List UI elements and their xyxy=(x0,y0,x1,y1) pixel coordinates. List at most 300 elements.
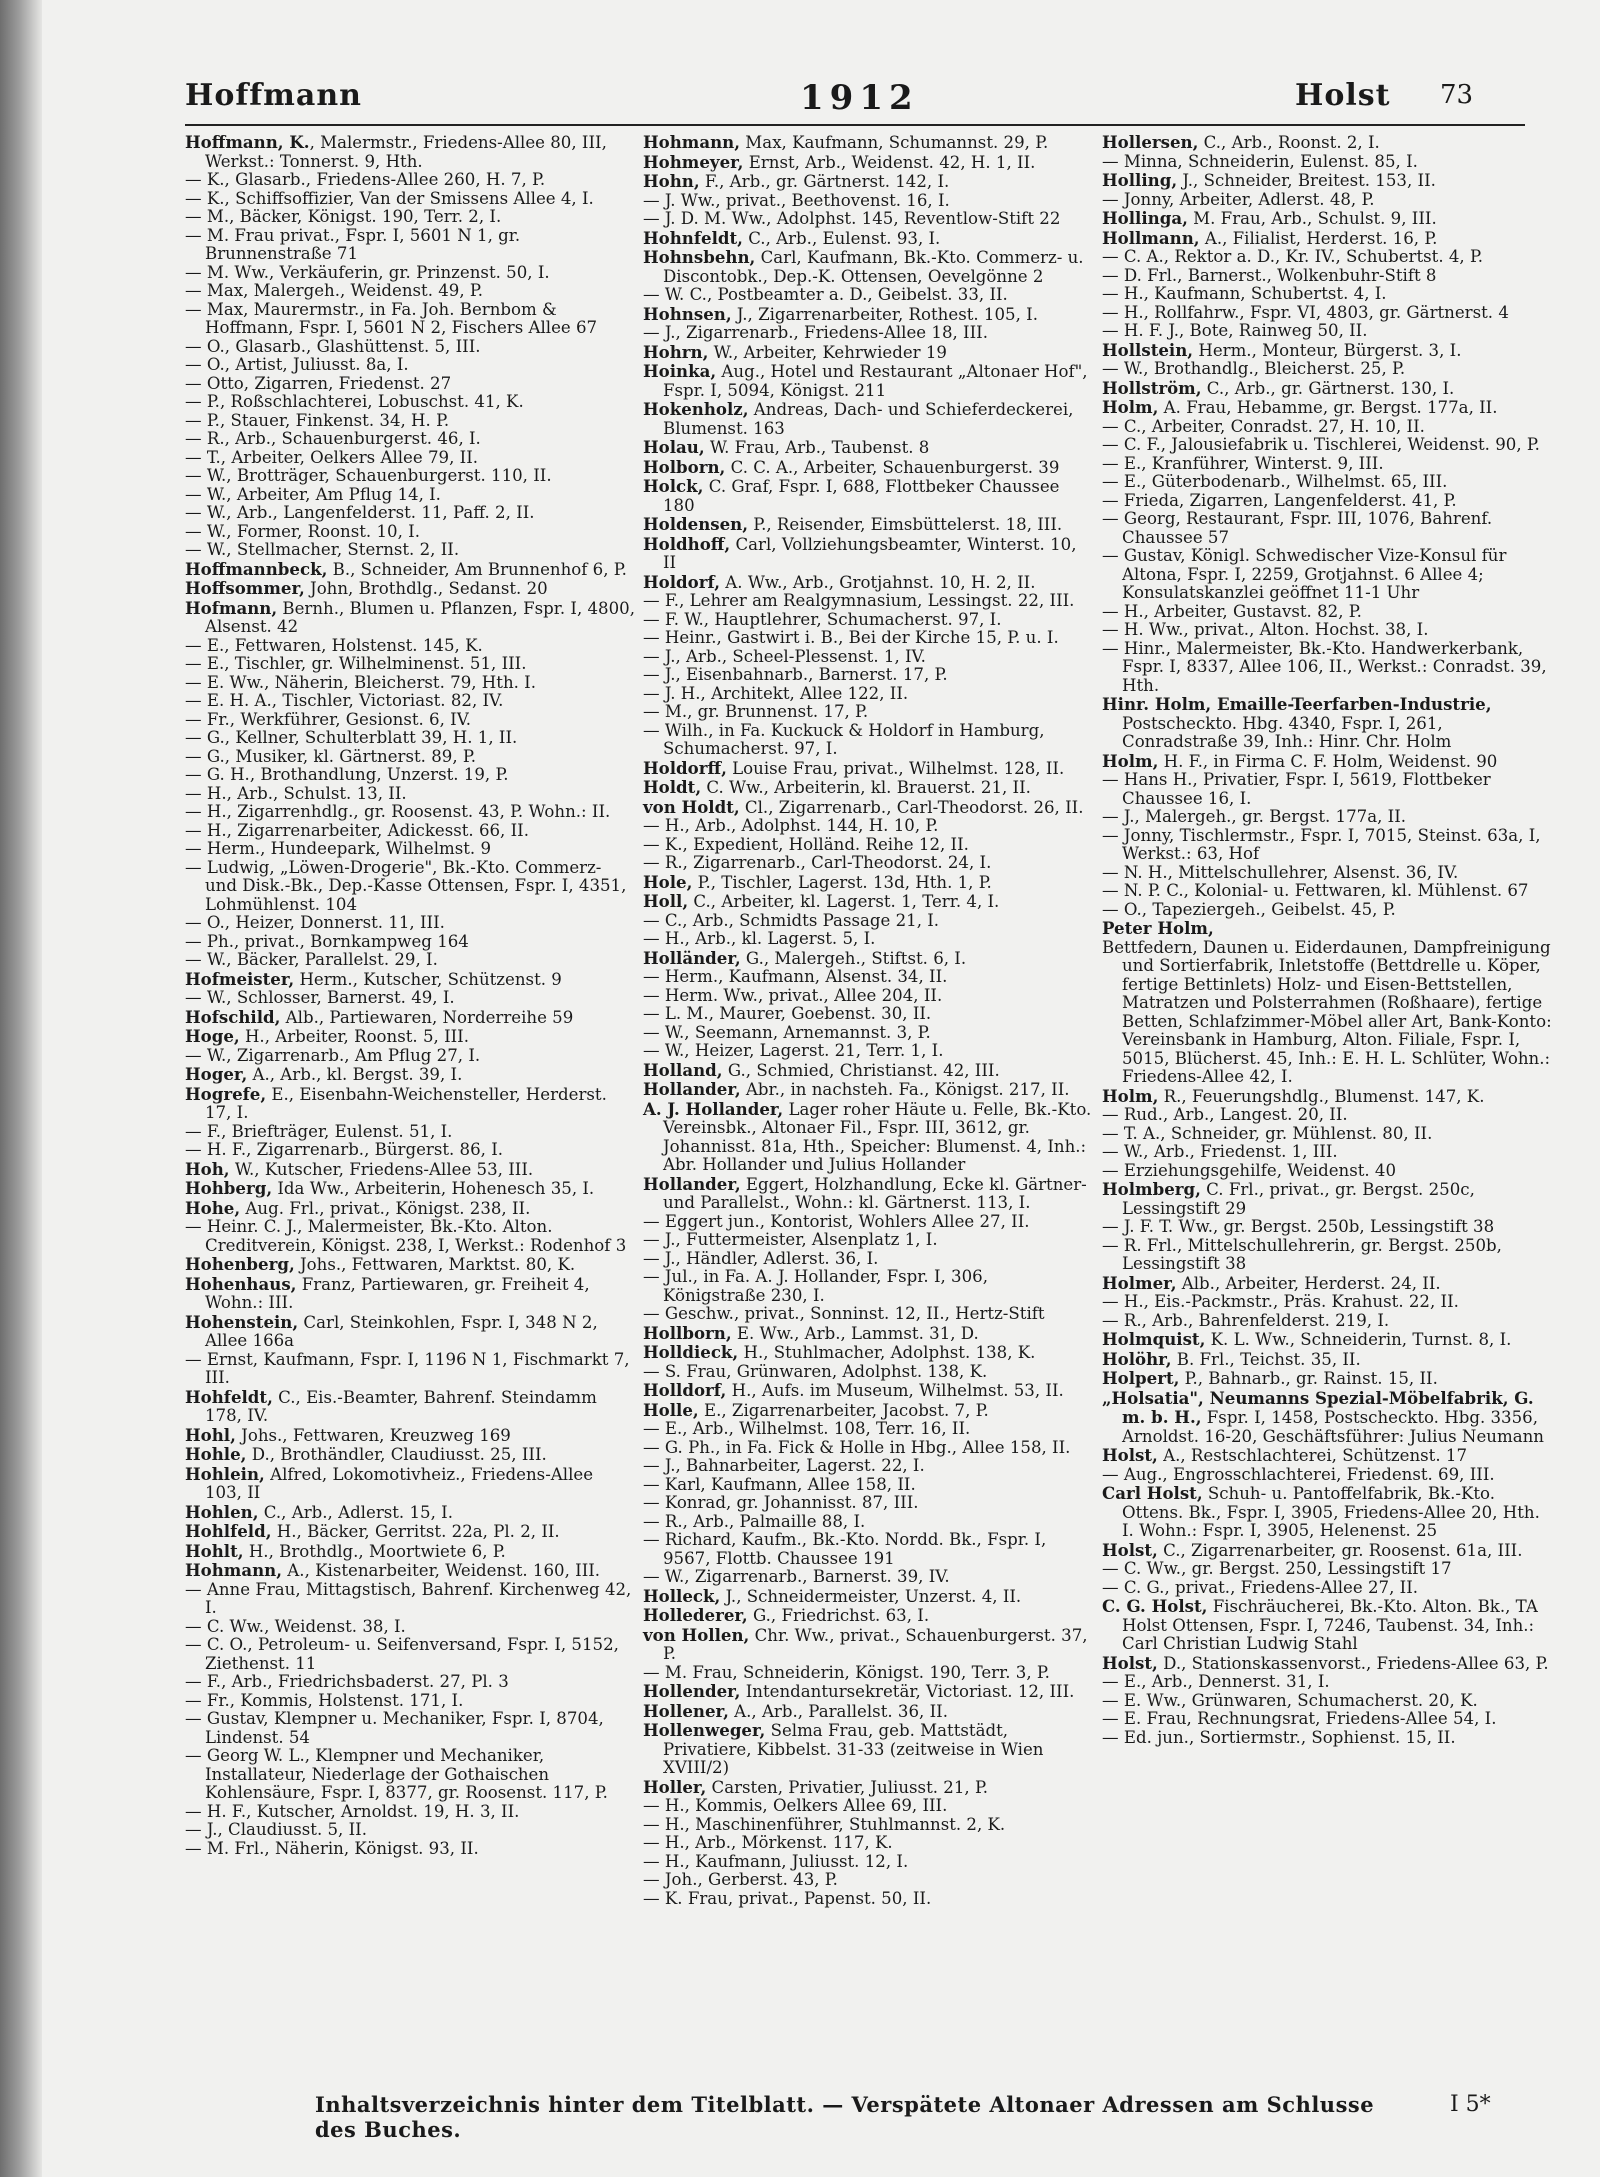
entry-details: — M. Frau privat., Fspr. I, 5601 N 1, gr. Brunnenstraße 71 xyxy=(185,225,521,263)
directory-entry xyxy=(185,1351,635,1388)
entry-details: D., Brothändler, Claudiusst. 25, III. xyxy=(246,1445,547,1464)
directory-entry xyxy=(185,1255,635,1275)
entry-details: — N. H., Mittelschullehrer, Alsenst. 36, IV. xyxy=(1102,862,1459,882)
entry-details: — E., Güterbodenarb., Wilhelmst. 65, III. xyxy=(1102,472,1448,491)
directory-entry xyxy=(643,1494,1093,1513)
directory-entry xyxy=(185,301,635,338)
entry-surname: Hohnsen, xyxy=(643,303,732,324)
entry-details: — G., Kellner, Schulterblatt 39, H. 1, II. xyxy=(185,728,518,747)
entry-details: — H., Kaufmann, Schubertst. 4, I. xyxy=(1102,284,1387,303)
directory-entry xyxy=(643,1420,1093,1439)
entry-details: A., Kistenarbeiter, Weidenst. 160, III. xyxy=(282,1561,601,1580)
directory-entry xyxy=(1102,827,1552,864)
entry-details: — H., Kommis, Oelkers Allee 69, III. xyxy=(643,1796,948,1815)
directory-entry xyxy=(1102,1446,1552,1466)
entry-details: — J., Zigarrenarb., Friedens-Allee 18, III. xyxy=(643,323,988,342)
entry-details: — F. W., Hauptlehrer, Schumacherst. 97, I. xyxy=(643,609,1002,629)
directory-entry xyxy=(643,172,1093,192)
entry-details: — J. D. M. Ww., Adolphst. 145, Reventlow-Stift 22 xyxy=(643,209,1061,228)
directory-entry xyxy=(185,822,635,841)
entry-details: Carl, Vollziehungsbeamter, Winterst. 10, II xyxy=(663,534,1077,572)
directory-entry xyxy=(185,1692,635,1711)
entry-surname: von Holdt, xyxy=(643,796,740,817)
entry-surname: Hohfeldt, xyxy=(185,1386,273,1407)
entry-details: Schuh- u. Pantoffelfabrik, Bk.-Kto. Ottens. Bk., Fspr. I, 3905, Friedens-Allee 20, Hth. I. Wohn.: Fspr. I, 3905, Helenenst. 25 xyxy=(1122,1484,1540,1540)
entry-details: — C. Ww., gr. Bergst. 250, Lessingstift 17 xyxy=(1102,1559,1452,1578)
entry-details: Alfred, Lokomotivheiz., Friedens-Allee 103, II xyxy=(205,1464,594,1502)
directory-entry xyxy=(185,1465,635,1503)
entry-surname: Carl Holst, xyxy=(1102,1483,1203,1503)
entry-surname: Holländer, xyxy=(643,947,741,968)
directory-entry xyxy=(643,343,1093,363)
directory-entry xyxy=(185,1803,635,1822)
directory-entry xyxy=(643,798,1093,818)
entry-surname: Hofmann, xyxy=(185,597,278,618)
directory-entry xyxy=(643,759,1093,779)
entry-details: — Hans H., Privatier, Fspr. I, 5619, Flottbeker Chaussee 16, I. xyxy=(1102,770,1491,808)
directory-entry xyxy=(185,375,635,394)
directory-entry xyxy=(1102,1162,1552,1181)
directory-entry xyxy=(643,1871,1093,1890)
directory-entry xyxy=(643,854,1093,873)
entry-details: — Jonny, Tischlermstr., Fspr. I, 7015, Steinst. 63a, I, Werkst.: 63, Hof xyxy=(1102,825,1541,863)
entry-details: — E., Arb., Wilhelmst. 108, Terr. 16, II. xyxy=(643,1419,971,1438)
entry-details: Bettfedern, Daunen u. Eiderdaunen, Dampfreinigung und Sortierfabrik, Inletstoffe (Bettdrelle u. Köper, fertige Bettinlets) Holz- und Eisen-Bettstellen, Matratzen und Polsterrahmen (Roßhaare), fertige Betten, Schlafzimmer-Möbel aller Art, Bank-Konto: Vereinsbank in Hamburg, Alton. Filiale, Fspr. I, 5015, Blücherst. 45, Inh.: E. H. L. Schlüter, Wohn.: Friedens-Allee 42, I. xyxy=(1102,937,1552,1086)
entry-details: — Herm., Kaufmann, Alsenst. 34, II. xyxy=(643,967,948,986)
directory-entry xyxy=(643,400,1093,438)
entry-details: — W., Arbeiter, Am Pflug 14, I. xyxy=(185,484,441,504)
entry-surname: Hoh, xyxy=(185,1158,230,1179)
entry-details: — E. H. A., Tischler, Victoriast. 82, IV. xyxy=(185,691,504,710)
entry-surname: Holmer, xyxy=(1102,1272,1177,1293)
directory-entry xyxy=(185,504,635,523)
entry-details: C., Arb., Eulenst. 93, I. xyxy=(742,228,941,248)
directory-entry xyxy=(643,1702,1093,1722)
column-3 xyxy=(1102,133,1552,1747)
directory-entry xyxy=(1102,1218,1552,1237)
entry-details: — Erziehungsgehilfe, Weidenst. 40 xyxy=(1102,1160,1397,1180)
entry-details: — E., Kranführer, Winterst. 9, III. xyxy=(1102,453,1384,473)
directory-entry xyxy=(643,1457,1093,1476)
directory-entry xyxy=(643,1213,1093,1232)
directory-entry xyxy=(643,912,1093,931)
entry-surname: Holland, xyxy=(643,1059,723,1080)
entry-details: Carl, Kaufmann, Bk.-Kto. Commerz- u. Discontobk., Dep.-K. Ottensen, Oevelgönne 2 xyxy=(663,248,1084,286)
entry-surname: Hollederer, xyxy=(643,1605,748,1625)
entry-details: — H. F., Zigarrenarb., Bürgerst. 86, I. xyxy=(185,1140,504,1159)
directory-entry xyxy=(1102,919,1552,939)
directory-entry xyxy=(185,282,635,301)
entry-details: A., Arb., kl. Bergst. 39, I. xyxy=(247,1065,463,1084)
directory-entry xyxy=(643,210,1093,229)
entry-surname: Hole, xyxy=(643,871,693,892)
directory-entry xyxy=(1102,133,1552,153)
directory-entry xyxy=(643,1324,1093,1344)
entry-details: A., Arb., Parallelst. 36, II. xyxy=(728,1701,948,1721)
directory-entry xyxy=(1102,492,1552,511)
directory-entry xyxy=(185,227,635,264)
entry-details: Abr., in nachsteh. Fa., Königst. 217, II. xyxy=(740,1080,1070,1099)
directory-entry xyxy=(1102,1350,1552,1370)
entry-details: — H., Eis.-Packmstr., Präs. Krahust. 22, II. xyxy=(1102,1292,1459,1311)
directory-entry xyxy=(1102,455,1552,474)
directory-entry xyxy=(1102,1710,1552,1729)
entry-details: — W. C., Postbeamter a. D., Geibelst. 33, II. xyxy=(643,285,1008,304)
entry-details: Bernh., Blumen u. Pflanzen, Fspr. I, 4800, Alsenst. 42 xyxy=(205,598,636,636)
entry-details: Max, Kaufmann, Schumannst. 29, P. xyxy=(740,133,1049,152)
directory-entry xyxy=(1102,547,1552,603)
directory-entry xyxy=(185,1636,635,1673)
entry-details: — Minna, Schneiderin, Eulenst. 85, I. xyxy=(1102,151,1418,171)
entry-details: — N. P. C., Kolonial- u. Fettwaren, kl. Mühlenst. 67 xyxy=(1102,881,1529,900)
entry-details: C. Graf, Fspr. I, 688, Flottbeker Chaussee 180 xyxy=(663,477,1060,515)
directory-entry xyxy=(643,1305,1093,1324)
entry-surname: Hohe, xyxy=(185,1197,241,1218)
entry-details: — Herm. Ww., privat., Allee 204, II. xyxy=(643,985,943,1005)
directory-entry xyxy=(1102,1692,1552,1711)
entry-surname: „Holsatia", Neumanns Spezial-Möbelfabrik, G. m. b. H., xyxy=(1102,1387,1534,1427)
directory-entry xyxy=(643,1834,1093,1853)
entry-details: — Ph., privat., Bornkampweg 164 xyxy=(185,931,469,951)
entry-details: — J., Claudiusst. 5, II. xyxy=(185,1820,367,1839)
directory-entry xyxy=(643,1721,1093,1778)
entry-details: E., Eisenbahn-Weichensteller, Herderst. 17, I. xyxy=(205,1084,607,1122)
directory-entry xyxy=(185,655,635,674)
entry-details: — Herm., Hundeepark, Wilhelmst. 9 xyxy=(185,839,492,858)
directory-entry xyxy=(1102,752,1552,772)
directory-entry xyxy=(185,599,635,637)
entry-details: Carsten, Privatier, Juliusst. 21, P. xyxy=(706,1777,989,1797)
directory-entry xyxy=(643,666,1093,685)
entry-details: — F., Lehrer am Realgymnasium, Lessingst. 22, III. xyxy=(643,591,1075,610)
directory-entry xyxy=(185,430,635,449)
entry-details: B. Frl., Teichst. 35, II. xyxy=(1171,1349,1361,1369)
directory-entry xyxy=(643,1626,1093,1664)
entry-details: H., Arbeiter, Roonst. 5, III. xyxy=(239,1027,470,1046)
directory-entry xyxy=(1102,640,1552,696)
directory-entry xyxy=(1102,1330,1552,1350)
entry-details: — Jonny, Arbeiter, Adlerst. 48, P. xyxy=(1102,189,1375,209)
entry-details: H., Stuhlmacher, Adolphst. 138, K. xyxy=(738,1343,1036,1362)
entry-details: — Karl, Kaufmann, Allee 158, II. xyxy=(643,1474,916,1494)
directory-entry xyxy=(643,248,1093,286)
directory-entry xyxy=(1102,341,1552,361)
directory-entry xyxy=(1102,1087,1552,1107)
entry-details: — J., Futtermeister, Alsenplatz 1, I. xyxy=(643,1230,938,1249)
entry-details: K. L. Ww., Schneiderin, Turnst. 8, I. xyxy=(1205,1330,1512,1349)
directory-entry xyxy=(1102,398,1552,418)
entry-surname: Holdensen, xyxy=(643,514,749,534)
directory-entry xyxy=(185,1199,635,1219)
entry-details: — Konrad, gr. Johannisst. 87, III. xyxy=(643,1493,919,1512)
directory-entry xyxy=(643,1890,1093,1909)
entry-details: R., Feuerungshdlg., Blumenst. 147, K. xyxy=(1158,1086,1485,1106)
entry-details: — H., Maschinenführer, Stuhlmannst. 2, K. xyxy=(643,1814,1006,1834)
entry-details: — R. Frl., Mittelschullehrerin, gr. Bergst. 250b, Lessingstift 38 xyxy=(1102,1235,1502,1273)
entry-details: Eggert, Holzhandlung, Ecke kl. Gärtner- und Parallelst., Wohn.: kl. Gärtnerst. 113, I. xyxy=(663,1174,1087,1212)
directory-entry xyxy=(643,1363,1093,1382)
entry-details: — Gustav, Klempner u. Mechaniker, Fspr. I, 8704, Lindenst. 54 xyxy=(185,1709,604,1747)
entry-details: — Eggert jun., Kontorist, Wohlers Allee 27, II. xyxy=(643,1211,1030,1231)
directory-entry xyxy=(643,949,1093,969)
entry-surname: Holl, xyxy=(643,891,689,911)
directory-entry xyxy=(1102,304,1552,323)
entry-details: — D. Frl., Barnerst., Wolkenbuhr-Stift 8 xyxy=(1102,265,1437,285)
directory-entry xyxy=(1102,191,1552,210)
entry-details: — C., Arb., Schmidts Passage 21, I. xyxy=(643,910,940,930)
directory-entry xyxy=(1102,939,1552,1087)
entry-surname: Holm, xyxy=(1102,750,1159,771)
directory-entry xyxy=(1102,1274,1552,1294)
directory-entry xyxy=(643,1853,1093,1872)
page-header xyxy=(185,78,1525,122)
directory-entry xyxy=(185,970,635,990)
directory-entry xyxy=(643,703,1093,722)
directory-entry xyxy=(643,987,1093,1006)
entry-details: — H., Zigarrenarbeiter, Adickesst. 66, II. xyxy=(185,820,529,840)
directory-entry xyxy=(643,1797,1093,1816)
entry-details: A. Frau, Hebamme, gr. Bergst. 177a, II. xyxy=(1158,398,1498,417)
directory-entry xyxy=(185,1027,635,1047)
directory-entry xyxy=(185,859,635,915)
entry-details: Alb., Arbeiter, Herderst. 24, II. xyxy=(1176,1273,1441,1293)
entry-surname: Holau, xyxy=(643,437,705,457)
directory-entry xyxy=(643,648,1093,667)
directory-entry xyxy=(643,305,1093,325)
directory-entry xyxy=(185,1388,635,1426)
entry-details: — K., Expedient, Holländ. Reihe 12, II. xyxy=(643,834,969,854)
directory-entry xyxy=(1102,1654,1552,1674)
directory-entry xyxy=(1102,418,1552,437)
entry-details: — H. F. J., Bote, Rainweg 50, II. xyxy=(1102,321,1368,340)
directory-entry xyxy=(1102,153,1552,172)
entry-details: Herm., Monteur, Bürgerst. 3, I. xyxy=(1193,340,1462,360)
entry-surname: Holdhoff, xyxy=(643,533,731,554)
entry-surname: Holst, xyxy=(1102,1445,1158,1465)
entry-details: — H., Arb., Mörkenst. 117, K. xyxy=(643,1833,893,1852)
entry-details: — H., Kaufmann, Juliusst. 12, I. xyxy=(643,1851,909,1871)
entry-surname: Holdorff, xyxy=(643,757,727,778)
directory-entry xyxy=(185,1618,635,1637)
column-2 xyxy=(643,133,1093,1908)
entry-surname: Peter Holm, xyxy=(1102,918,1214,938)
directory-entry xyxy=(1102,808,1552,827)
entry-details: C., Zigarrenarbeiter, gr. Roosenst. 61a, III. xyxy=(1157,1540,1523,1560)
directory-entry xyxy=(185,208,635,227)
entry-details: — K., Glasarb., Friedens-Allee 260, H. 7, P. xyxy=(185,170,546,189)
directory-entry xyxy=(185,1123,635,1142)
entry-details: C. Frl., privat., gr. Bergst. 250c, Lessingstift 29 xyxy=(1122,1180,1475,1218)
entry-details: — W., Bäcker, Parallelst. 29, I. xyxy=(185,950,438,969)
entry-details: — J., Händler, Adlerst. 36, I. xyxy=(643,1248,879,1268)
entry-details: J., Zigarrenarbeiter, Rothest. 105, I. xyxy=(731,304,1038,324)
directory-entry xyxy=(1102,1180,1552,1218)
entry-details: C., Arb., Adlerst. 15, I. xyxy=(258,1502,453,1522)
entry-details: — K., Schiffsoffizier, Van der Smissens Allee 4, I. xyxy=(185,188,594,208)
entry-surname: Hohmeyer, xyxy=(643,151,744,172)
directory-entry xyxy=(643,477,1093,515)
directory-entry xyxy=(643,573,1093,593)
entry-details: — E., Arb., Dennerst. 31, I. xyxy=(1102,1672,1330,1691)
directory-entry xyxy=(643,1080,1093,1100)
entry-details: — Otto, Zigarren, Friedenst. 27 xyxy=(185,373,452,393)
entry-surname: Hohlen, xyxy=(185,1501,259,1522)
entry-details: — Heinr. C. J., Malermeister, Bk.-Kto. Alton. Creditverein, Königst. 238, I, Werkst.: Rodenhof 3 xyxy=(185,1217,627,1255)
entry-details: Fischräucherei, Bk.-Kto. Alton. Bk., TA Holst Ottensen, Fspr. I, 7246, Taubenst. 34, Inh.: Carl Christian Ludwig Stahl xyxy=(1122,1597,1538,1653)
entry-surname: Holldorf, xyxy=(643,1380,727,1400)
entry-details: — O., Artist, Juliusst. 8a, I. xyxy=(185,355,409,374)
directory-entry xyxy=(643,1401,1093,1421)
entry-details: — J. H., Architekt, Allee 122, II. xyxy=(643,683,909,703)
entry-details: — Max, Malergeh., Weidenst. 49, P. xyxy=(185,281,483,300)
entry-details: — H. Ww., privat., Alton. Hochst. 38, I. xyxy=(1102,620,1429,639)
directory-entry xyxy=(643,1778,1093,1798)
directory-entry xyxy=(185,579,635,599)
entry-details: — J. F. T. Ww., gr. Bergst. 250b, Lessingstift 38 xyxy=(1102,1217,1495,1236)
entry-details: — J., Eisenbahnarb., Barnerst. 17, P. xyxy=(643,665,948,684)
entry-details: — S. Frau, Grünwaren, Adolphst. 138, K. xyxy=(643,1361,988,1381)
signature-mark: I 5* xyxy=(1450,2092,1491,2117)
entry-details: H. F., in Firma C. F. Holm, Weidenst. 90 xyxy=(1158,751,1498,771)
entry-surname: Hohenhaus, xyxy=(185,1273,297,1294)
entry-surname: A. J. Hollander, xyxy=(643,1098,784,1119)
directory-entry xyxy=(1102,1579,1552,1598)
entry-surname: Hollinga, xyxy=(1102,208,1188,228)
entry-details: — O., Glasarb., Glashüttenst. 5, III. xyxy=(185,336,481,356)
directory-entry xyxy=(643,1061,1093,1081)
entry-surname: Hollenweger, xyxy=(643,1720,766,1740)
entry-details: Selma Frau, geb. Mattstädt, Privatiere, Kibbelst. 31-33 (zeitweise in Wien XVIII/2) xyxy=(663,1721,1044,1777)
entry-surname: Holmquist, xyxy=(1102,1329,1206,1349)
entry-surname: Hohlfeld, xyxy=(185,1521,272,1541)
entry-details: — H. F., Kutscher, Arnoldst. 19, H. 3, II. xyxy=(185,1801,520,1821)
directory-entry xyxy=(185,933,635,952)
entry-details: — W., Brotträger, Schauenburgerst. 110, II. xyxy=(185,466,552,485)
directory-entry xyxy=(643,1816,1093,1835)
entry-surname: Holck, xyxy=(643,476,704,496)
entry-details: H., Bäcker, Gerritst. 22a, Pl. 2, II. xyxy=(271,1522,560,1541)
entry-details: — W., Brothandlg., Bleicherst. 25, P. xyxy=(1102,359,1406,378)
directory-entry xyxy=(1102,1560,1552,1579)
entry-surname: Hohenstein, xyxy=(185,1311,299,1332)
entry-surname: Holdorf, xyxy=(643,571,721,592)
directory-entry xyxy=(643,1476,1093,1495)
entry-surname: Holborn, xyxy=(643,456,726,477)
directory-entry xyxy=(185,692,635,711)
entry-details: P., Tischler, Lagerst. 13d, Hth. 1, P. xyxy=(692,872,992,892)
entry-details: — P., Roßschlachterei, Lobuschst. 41, K. xyxy=(185,392,524,411)
directory-entry xyxy=(185,1522,635,1542)
entry-details: — W., Stellmacher, Sternst. 2, II. xyxy=(185,540,460,559)
directory-entry xyxy=(643,192,1093,211)
directory-entry xyxy=(185,1542,635,1562)
directory-entry xyxy=(1102,1673,1552,1692)
entry-details: — M., Bäcker, Königst. 190, Terr. 2, I. xyxy=(185,207,502,226)
entry-details: — Wilh., in Fa. Kuckuck & Holdorf in Hamburg, Schumacherst. 97, I. xyxy=(643,720,1045,758)
directory-entry xyxy=(185,766,635,785)
directory-entry xyxy=(643,1531,1093,1568)
entry-details: — Fr., Werkführer, Gesionst. 6, IV. xyxy=(185,709,472,729)
entry-details: — C., Arbeiter, Conradst. 27, H. 10, II. xyxy=(1102,416,1425,436)
entry-surname: Hokenholz, xyxy=(643,399,749,419)
directory-entry xyxy=(185,1821,635,1840)
column-1 xyxy=(185,133,635,1858)
directory-entry xyxy=(185,1065,635,1085)
entry-details: Cl., Zigarrenarb., Carl-Theodorst. 26, II. xyxy=(739,797,1084,817)
entry-details: H., Aufs. im Museum, Wilhelmst. 53, II. xyxy=(726,1381,1064,1400)
entry-details: — E. Ww., Grünwaren, Schumacherst. 20, K. xyxy=(1102,1690,1478,1710)
entry-details: — E. Frau, Rechnungsrat, Friedens-Allee 54, I. xyxy=(1102,1709,1497,1728)
directory-entry xyxy=(643,535,1093,573)
directory-entry xyxy=(1102,1389,1552,1447)
directory-entry xyxy=(1102,171,1552,191)
directory-entry xyxy=(643,930,1093,949)
directory-entry xyxy=(643,722,1093,759)
entry-details: — W., Seemann, Arnemannst. 3, P. xyxy=(643,1022,931,1042)
entry-surname: Hohlein, xyxy=(185,1463,265,1484)
directory-entry xyxy=(643,968,1093,987)
entry-details: A. Ww., Arb., Grotjahnst. 10, H. 2, II. xyxy=(720,572,1036,592)
entry-details: M. Frau, Arb., Schulst. 9, III. xyxy=(1187,209,1437,228)
entry-details: — H., Zigarrenhdlg., gr. Roosenst. 43, P. Wohn.: II. xyxy=(185,802,611,821)
directory-entry xyxy=(643,778,1093,798)
directory-entry xyxy=(1102,510,1552,547)
directory-entry xyxy=(1102,1125,1552,1144)
directory-entry xyxy=(1102,267,1552,286)
directory-entry xyxy=(185,541,635,560)
directory-entry xyxy=(643,133,1093,153)
entry-details: — M. Frau, Schneiderin, Königst. 190, Terr. 3, P. xyxy=(643,1662,1050,1682)
entry-details: — M., gr. Brunnenst. 17, P. xyxy=(643,702,869,721)
entry-details: — W., Zigarrenarb., Barnerst. 39, IV. xyxy=(643,1567,950,1586)
directory-entry xyxy=(643,1231,1093,1250)
entry-details: — Ed. jun., Sortiermstr., Sophienst. 15, II. xyxy=(1102,1727,1456,1747)
entry-details: — L. M., Maurer, Goebenst. 30, II. xyxy=(643,1004,932,1023)
entry-details: — W., Arb., Friedenst. 1, III. xyxy=(1102,1142,1338,1161)
entry-details: — H., Arb., Adolphst. 144, H. 10, P. xyxy=(643,816,939,835)
entry-surname: Hohmann, xyxy=(185,1560,283,1580)
directory-entry xyxy=(643,1175,1093,1213)
entry-details: C., Arb., gr. Gärtnerst. 130, I. xyxy=(1201,378,1455,398)
entry-surname: Hohenberg, xyxy=(185,1254,295,1274)
entry-surname: Hogrefe, xyxy=(185,1083,267,1104)
entry-details: — G., Musiker, kl. Gärtnerst. 89, P. xyxy=(185,746,476,766)
entry-surname: Hohn, xyxy=(643,171,700,191)
directory-entry xyxy=(185,560,635,580)
directory-entry xyxy=(185,133,635,171)
directory-entry xyxy=(643,515,1093,535)
directory-entry xyxy=(643,438,1093,458)
directory-entry xyxy=(185,1673,635,1692)
directory-entry xyxy=(185,1160,635,1180)
directory-entry xyxy=(1102,771,1552,808)
entry-details: — Heinr., Gastwirt i. B., Bei der Kirche 15, P. u. I. xyxy=(643,628,1059,647)
entry-details: H., Brothdlg., Moortwiete 6, P. xyxy=(243,1541,506,1561)
directory-entry xyxy=(1102,473,1552,492)
entry-details: — M. Ww., Verkäuferin, gr. Prinzenst. 50, I. xyxy=(185,262,550,282)
directory-entry xyxy=(185,1275,635,1313)
entry-details: Intendantursekretär, Victoriast. 12, III. xyxy=(740,1682,1075,1701)
entry-surname: Hohrn, xyxy=(643,341,709,362)
directory-entry xyxy=(643,1005,1093,1024)
directory-entry xyxy=(185,523,635,542)
directory-entry xyxy=(185,449,635,468)
entry-details: — H., Rollfahrw., Fspr. VI, 4803, gr. Gärtnerst. 4 xyxy=(1102,302,1509,322)
page-number: 73 xyxy=(1440,80,1474,110)
entry-surname: Hollström, xyxy=(1102,377,1202,398)
directory-entry xyxy=(643,817,1093,836)
entry-details: — E., Fettwaren, Holstenst. 145, K. xyxy=(185,635,483,655)
